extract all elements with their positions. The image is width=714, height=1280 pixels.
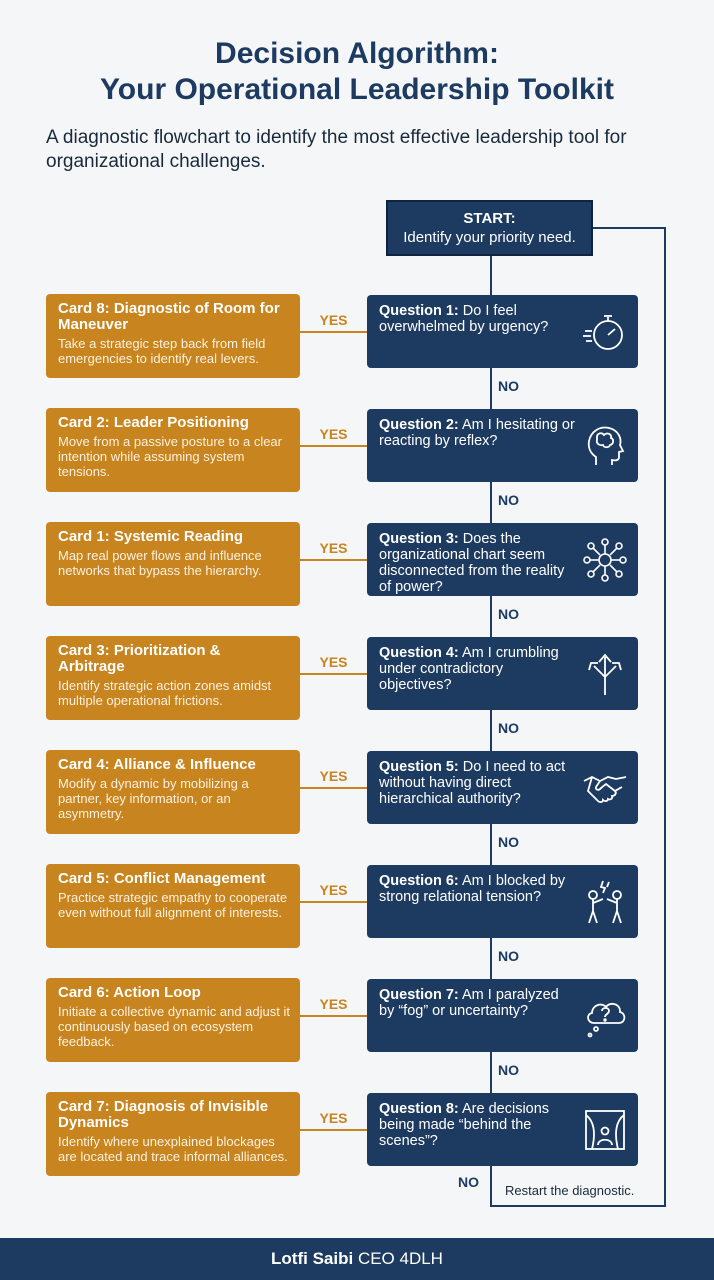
- question-text: Am I blocked by strong relational tension?: [379, 873, 566, 905]
- restart-text: Restart the diagnostic.: [505, 1183, 635, 1198]
- card-description: Map real power flows and influence networks that bypass the hierarchy.: [58, 548, 262, 578]
- no-label: NO: [498, 378, 519, 394]
- card-box-7: [46, 978, 300, 1062]
- card-description: Practice strategic empathy to cooperate even without full alignment of interests.: [58, 890, 288, 920]
- title-line-1: Decision Algorithm:: [215, 37, 499, 70]
- question-text: Am I hesitating or reacting by reflex?: [379, 417, 575, 449]
- card-title: Card 7: Diagnosis of Invisible Dynamics: [58, 1098, 269, 1131]
- card-description: Initiate a collective dynamic and adjust it continuously based on ecosystem feedback.: [58, 1004, 290, 1049]
- page-title: [0, 36, 714, 108]
- restart-loop-connector: [664, 227, 666, 1207]
- question-heading: Question 8:: [379, 1101, 459, 1117]
- flow-connector: [490, 710, 492, 751]
- question-box-7: [367, 979, 638, 1052]
- yes-connector: [300, 559, 367, 561]
- start-box: [386, 200, 593, 256]
- card-title: Card 1: Systemic Reading: [58, 528, 244, 545]
- handshake-icon: [582, 765, 628, 811]
- start-label: START:: [463, 210, 516, 227]
- card-description: Move from a passive posture to a clear intention while assuming system tensions.: [58, 434, 282, 479]
- yes-label: YES: [319, 654, 348, 670]
- curtains-icon: [582, 1107, 628, 1153]
- card-description: Modify a dynamic by mobilizing a partner, key information, or an asymmetry.: [58, 776, 249, 821]
- stopwatch-icon: [582, 309, 628, 355]
- yes-label: YES: [319, 996, 348, 1012]
- card-box-1: [46, 294, 300, 378]
- flow-connector: [490, 938, 492, 979]
- question-text: Am I paralyzed by “fog” or uncertainty?: [379, 987, 559, 1019]
- flow-connector: [490, 596, 492, 637]
- card-box-3: [46, 522, 300, 606]
- title-line-2: Your Operational Leadership Toolkit: [100, 73, 614, 106]
- question-box-1: [367, 295, 638, 368]
- question-box-5: [367, 751, 638, 824]
- yes-label: YES: [319, 426, 348, 442]
- card-title: Card 3: Prioritization & Arbitrage: [58, 642, 221, 675]
- restart-loop-connector-bottom: [490, 1205, 666, 1207]
- question-text: Am I crumbling under contradictory objectives?: [379, 645, 559, 693]
- yes-label: YES: [319, 1110, 348, 1126]
- card-box-5: [46, 750, 300, 834]
- card-description: Identify where unexplained blockages are located and trace informal alliances.: [58, 1134, 288, 1164]
- page-subtitle: A diagnostic flowchart to identify the most effective leadership tool for organizational challenges.: [46, 127, 627, 172]
- card-box-2: [46, 408, 300, 492]
- question-heading: Question 6:: [379, 873, 459, 889]
- question-box-6: [367, 865, 638, 938]
- footer-name: Lotfi Saibi: [271, 1249, 354, 1268]
- no-label: NO: [498, 492, 519, 508]
- flow-connector: [490, 256, 492, 295]
- start-text: Identify your priority need.: [403, 229, 576, 246]
- question-box-4: [367, 637, 638, 710]
- question-text: Does the organizational chart seem disconnected from the reality of power?: [379, 531, 565, 595]
- card-title: Card 2: Leader Positioning: [58, 414, 249, 431]
- yes-connector: [300, 331, 367, 333]
- question-heading: Question 3:: [379, 531, 459, 547]
- card-title: Card 5: Conflict Management: [58, 870, 266, 887]
- yes-connector: [300, 1015, 367, 1017]
- question-heading: Question 4:: [379, 645, 459, 661]
- cloud-question-icon: [582, 993, 628, 1039]
- flow-connector: [490, 368, 492, 409]
- question-box-8: [367, 1093, 638, 1166]
- question-text: Do I feel overwhelmed by urgency?: [379, 303, 549, 335]
- question-heading: Question 1:: [379, 303, 459, 319]
- card-box-4: [46, 636, 300, 720]
- card-box-8: [46, 1092, 300, 1176]
- no-label: NO: [498, 948, 519, 964]
- question-box-3: [367, 523, 638, 596]
- conflict-people-icon: [582, 879, 628, 925]
- yes-label: YES: [319, 540, 348, 556]
- network-icon: [582, 537, 628, 583]
- restart-loop-connector-top: [593, 227, 666, 229]
- diverging-arrows-icon: [582, 651, 628, 697]
- flow-connector: [490, 1052, 492, 1093]
- question-text: Do I need to act without having direct hierarchical authority?: [379, 759, 566, 807]
- no-label: NO: [498, 720, 519, 736]
- no-label: NO: [498, 834, 519, 850]
- question-heading: Question 5:: [379, 759, 459, 775]
- footer: [0, 1238, 714, 1280]
- card-title: Card 6: Action Loop: [58, 984, 201, 1001]
- final-no-connector: [490, 1163, 492, 1207]
- yes-connector: [300, 787, 367, 789]
- card-description: Take a strategic step back from field emergencies to identify real levers.: [58, 336, 266, 366]
- question-heading: Question 7:: [379, 987, 459, 1003]
- no-label: NO: [498, 606, 519, 622]
- yes-label: YES: [319, 768, 348, 784]
- no-label: NO: [498, 1062, 519, 1078]
- flow-connector: [490, 824, 492, 865]
- yes-label: YES: [319, 312, 348, 328]
- head-brain-icon: [582, 423, 628, 469]
- yes-connector: [300, 445, 367, 447]
- flow-connector: [490, 482, 492, 523]
- question-text: Are decisions being made “behind the scenes”?: [379, 1101, 550, 1149]
- question-heading: Question 2:: [379, 417, 459, 433]
- card-box-6: [46, 864, 300, 948]
- question-box-2: [367, 409, 638, 482]
- yes-connector: [300, 1129, 367, 1131]
- yes-connector: [300, 901, 367, 903]
- card-title: Card 8: Diagnostic of Room for Maneuver: [58, 300, 280, 333]
- footer-role: CEO 4DLH: [357, 1249, 443, 1268]
- yes-connector: [300, 673, 367, 675]
- no-label-final: NO: [458, 1174, 479, 1190]
- yes-label: YES: [319, 882, 348, 898]
- card-title: Card 4: Alliance & Influence: [58, 756, 256, 773]
- card-description: Identify strategic action zones amidst multiple operational frictions.: [58, 678, 272, 708]
